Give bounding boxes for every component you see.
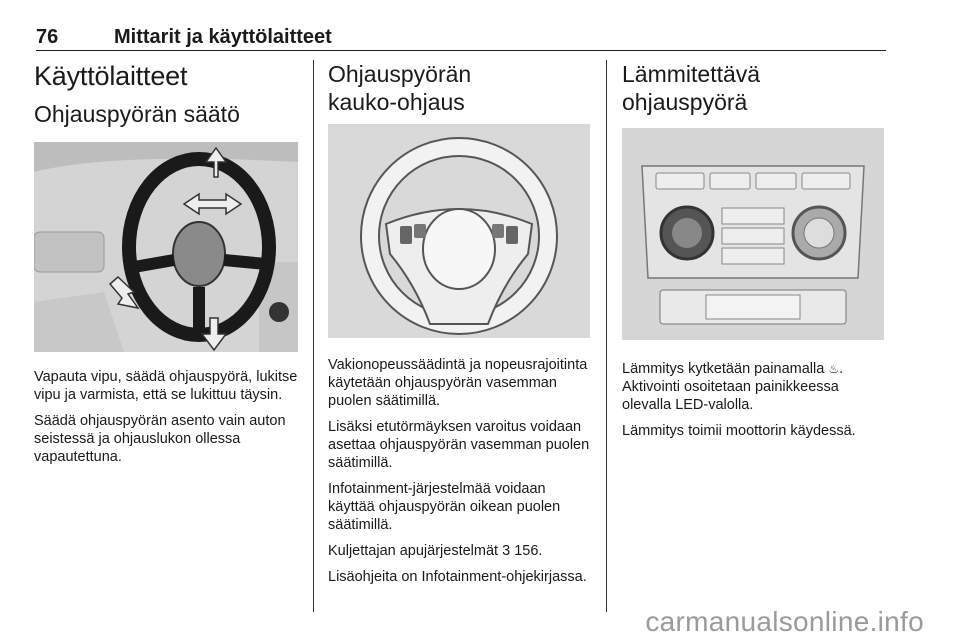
- paragraph: Säädä ohjauspyörän asento vain auton seistessä ja ohjauslukon ollessa vapautettuna.: [34, 413, 286, 465]
- cross-reference[interactable]: [328, 542, 596, 560]
- section-title: Lämmitettävä ohjauspyörä: [622, 61, 761, 115]
- column-middle: [328, 60, 596, 594]
- column-divider: [606, 60, 607, 612]
- paragraph: Lisäksi etutörmäyksen varoitus voidaan asettaa ohjauspyörän vasemman puolen säätimillä.: [328, 419, 590, 471]
- page-header: [36, 26, 886, 50]
- paragraph: Vakionopeussäädintä ja nopeusrajoitinta käytetään ohjauspyörän vasemman puolen säätimillä.: [328, 357, 588, 409]
- paragraph-text: Lämmitys kytketään painamalla: [622, 361, 825, 377]
- paragraph: Lisäohjeita on Infotainment-ohjekirjassa.: [328, 569, 587, 585]
- watermark: carmanualsonline.info: [645, 606, 924, 637]
- column-left: [34, 60, 304, 474]
- reference-page: 156.: [514, 543, 543, 559]
- steering-adjustment-illustration: [34, 142, 298, 352]
- heated-wheel-panel-illustration: [622, 128, 884, 340]
- paragraph: Lämmitys toimii moottorin käydessä.: [622, 423, 856, 439]
- section-title-line1: Ohjauspyörän: [328, 61, 472, 87]
- reference-arrow-icon: 3: [502, 543, 511, 559]
- column-right: [622, 60, 888, 448]
- section-title-line2: kauko-ohjaus: [328, 89, 465, 115]
- paragraph-text: Aktivointi osoitetaan painikkeessa olevalla LED-valolla.: [622, 379, 839, 413]
- section-title: Käyttölaitteet: [34, 61, 188, 91]
- steering-adjustment-drawing: [34, 142, 298, 352]
- subsection-title: Ohjauspyörän säätö: [34, 101, 240, 127]
- page-number: 76: [36, 26, 59, 48]
- column-divider: [313, 60, 314, 612]
- paragraph: Vapauta vipu, säädä ohjauspyörä, lukitse vipu ja varmista, että se lukittuu täysin.: [34, 369, 298, 403]
- running-title: Mittarit ja käyttölaitteet: [114, 26, 332, 48]
- steering-wheel-drawing: [328, 124, 590, 338]
- paragraph: Lämmitys kytketään painamalla ♨. Aktivointi osoitetaan painikkeessa olevalla LED-valolla.: [622, 361, 844, 413]
- paragraph: Infotainment-järjestelmää voidaan käyttää ohjauspyörän oikean puolen säätimillä.: [328, 481, 561, 533]
- climate-panel-drawing: [622, 128, 884, 340]
- header-rule: [36, 50, 886, 51]
- steering-wheel-controls-illustration: [328, 124, 590, 338]
- heated-steering-wheel-icon: ♨: [828, 362, 840, 376]
- reference-text: Kuljettajan apujärjestelmät: [328, 543, 499, 559]
